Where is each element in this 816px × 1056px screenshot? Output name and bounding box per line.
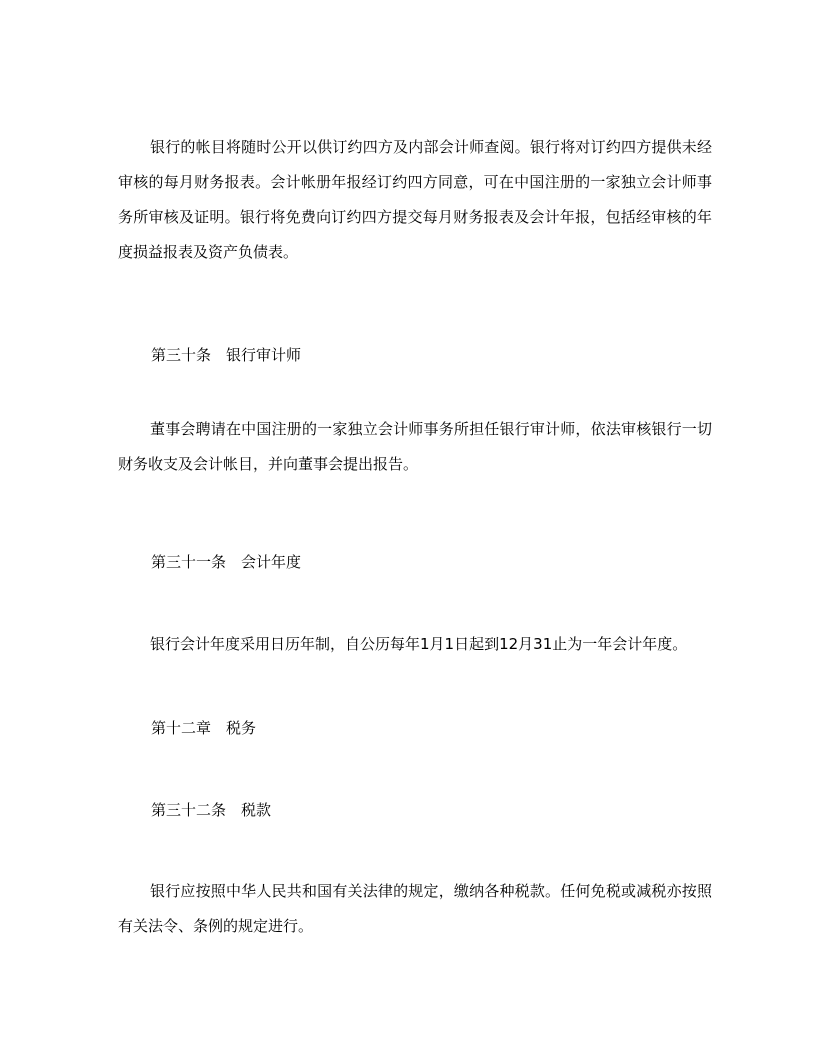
chapter-12-heading: 第十二章 税务: [151, 719, 257, 737]
paragraph-bank-auditor: 董事会聘请在中国注册的一家独立会计师事务所担任银行审计师，依法审核银行一切财务收支及会计帐目，并向董事会提出报告。: [118, 420, 712, 473]
article-30-heading: 第三十条 银行审计师: [151, 346, 302, 364]
article-31-heading: 第三十一条 会计年度: [151, 553, 302, 571]
paragraph-taxes: 银行应按照中华人民共和国有关法律的规定，缴纳各种税款。任何免税或减税亦按照有关法令、条例的规定进行。: [118, 882, 712, 935]
paragraph-fiscal-year: 银行会计年度采用日历年制，自公历每年1月1日起到12月31止为一年会计年度。: [150, 635, 688, 653]
paragraph-accounts-disclosure: 银行的帐目将随时公开以供订约四方及内部会计师查阅。银行将对订约四方提供未经审核的每月财务报表。会计帐册年报经订约四方同意，可在中国注册的一家独立会计师事务所审核及证明。银行将免费向订约四方提交每月财务报表及会计年报，包括经审核的年度损益报表及资产负债表。: [118, 138, 712, 261]
article-32-heading: 第三十二条 税款: [151, 801, 272, 819]
